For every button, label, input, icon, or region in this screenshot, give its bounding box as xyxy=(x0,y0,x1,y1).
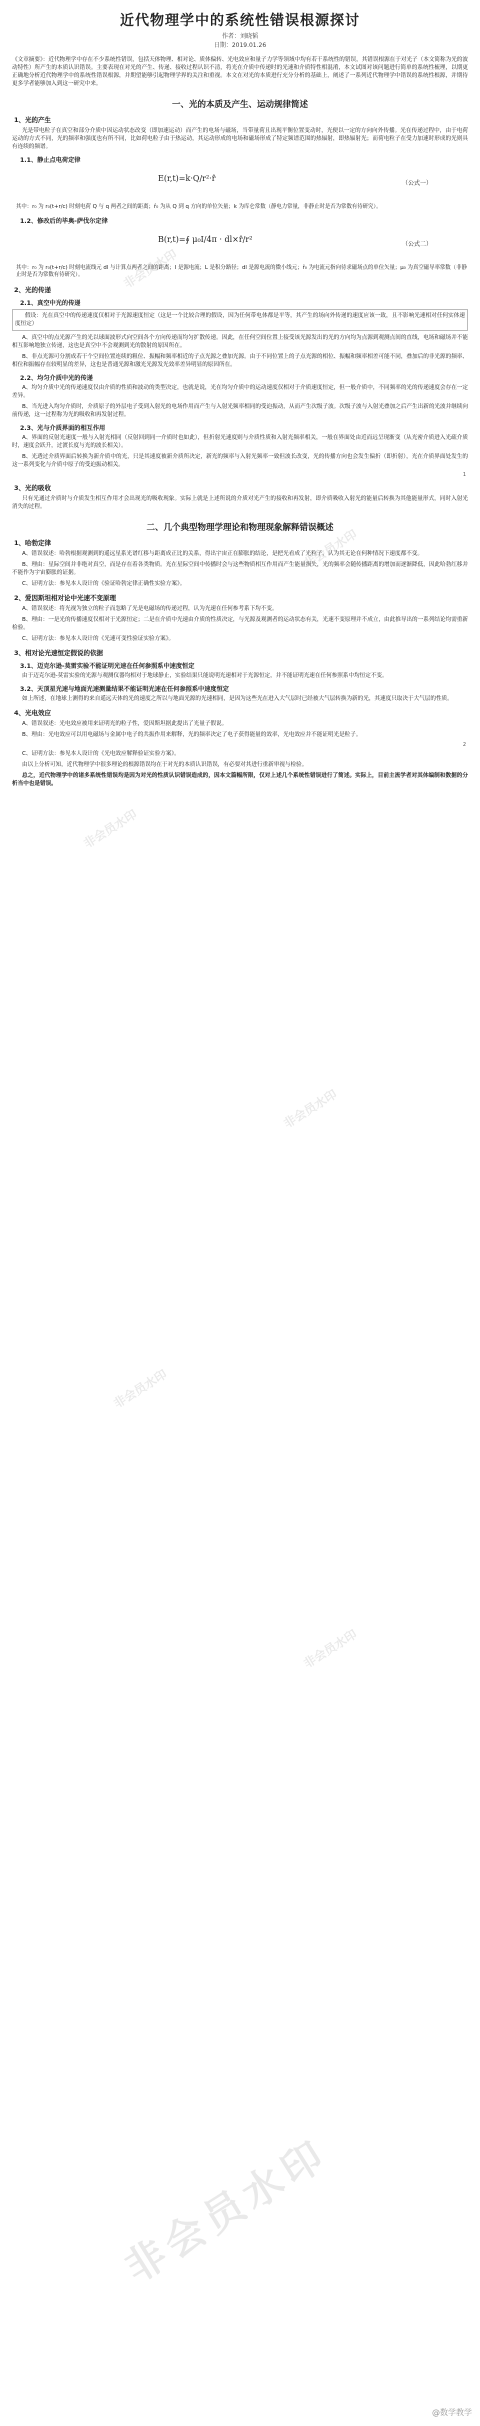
paragraph: B、当光进入均匀介质时，介质原子的外层电子受到入射光的电场作用而产生与入射光频率相同的受迫振动，从而产生次级子波。次级子波与入射光叠加之后产生出新的光波并继续向前传递，这一过程称为光的吸收和再发射过程。 xyxy=(12,403,468,418)
subsection-heading: 2、爱因斯坦相对论中光速不变原理 xyxy=(14,593,117,602)
paragraph: A、均匀介质中光的传递速度仅由介质的性质和波动的类型决定，也就是说，光在均匀介质中的运动速度仅相对于介质速度恒定，但一般介质中，不同频率的光的传递速度会存在一定差异。 xyxy=(12,384,468,399)
formula-number: （公式二） xyxy=(401,240,432,248)
highlight-paragraph: 假设：光在真空中的传递速度仅相对于光源速度恒定（这是一个比较合理的假设，因为任何带电体都是平等，其产生的场向外传递的速度应该一致，且不影响光速相对任何实体速度恒定） xyxy=(12,309,468,331)
paragraph: A、错误叙述：哈勃根据观测到的遥远星系光谱红移与距离成正比的关系，得出宇宙正在膨胀的结论，是把光看成了光粒子，认为其无论在何种情况下速度都不变。 xyxy=(22,550,423,557)
page-number: 1 xyxy=(462,471,466,478)
paragraph: 光是带电粒子在真空和部分介质中因运动状态改变（即加速运动）而产生的电场与磁场，当带量荷且出现平衡位置变动时，光便以一定的方向向外传播。光在传递过程中，由于电荷运动的方式不同，光的频率和强度也有所不同，比如荷电粒子由于热运动，其运动形成的电场和磁场形成了特定频谱范围的热辐射，即热辐射光；而荷电粒子在受力加速时形成的光则具有连续的频谱。 xyxy=(12,128,468,150)
author-line: 作者：刘晓韬 xyxy=(221,33,258,40)
subsection-heading: 2.2、均匀介质中光的传递 xyxy=(20,374,93,382)
watermark: 非会员水印 xyxy=(281,1087,340,1131)
paragraph: B、光透过介质界面后转换为新介质中的光，只是其速度被新介质所决定，新光的频率与入射光频率一致但波长改变，光的传播方向也会发生偏折（即折射），光在介质界面处发生的这一系列变化与介质中原子的受迫振动相关。 xyxy=(12,453,468,468)
subsection-heading: 3.1、迈克尔逊-莫雷实验不能证明光速在任何参照系中速度恒定 xyxy=(20,662,195,670)
paragraph: A、错误叙述：光电效应被用来证明光的粒子性，爱因斯坦据此提出了光量子假说。 xyxy=(22,720,228,727)
formula-note: 其中：r₀ 为 r₀(t+r/c) 时刻电荷 Q 与 q 两者之间的距离；r̂₀ 为从 Q 到 q 方向的单位矢量；k 为库仑常数（静电力常量，非静止时是否为常数有待研究）。 xyxy=(16,204,382,210)
paragraph: C、证明方法：参见本人设计的《光电效应解释验证实验方案》。 xyxy=(22,750,180,757)
subsection-heading: 1、哈勃定律 xyxy=(14,538,52,547)
page-number: 2 xyxy=(462,741,466,748)
paragraph: C、证明方法：参见本人设计的《光速可变性验证实验方案》。 xyxy=(22,635,175,642)
paragraph: A、界面的反射光速度一般与入射光相同（反射回到同一介质时也如此），但折射光速度则与介质性质和入射光频率相关，一般在界面处由近而远呈现渐变（从光密介质进入光疏介质时，速度会跃升，过渡长度与光的波长相关）。 xyxy=(12,434,468,449)
watermark-large: 非会员水印 xyxy=(117,2131,337,2292)
watermark: 非会员水印 xyxy=(301,527,360,571)
formula-coulomb xyxy=(8,168,472,200)
conclusion-paragraph: 总之，近代物理学中的诸多系统性错误均是因为对光的性质认识错误造成的，因本文篇幅所限，仅对上述几个系统性错误进行了简述。实际上，目前主流学者对其体编制和数据的分析当中也是错误。 xyxy=(12,772,468,787)
formula-expression: E(r,t)=k·Q/r²·r̂ xyxy=(158,174,216,183)
formula-note: 其中：r₀ 为 r₀(t+r/c) 时刻电流线元 dl 与计算点两者之间的距离；I 是源电流；L 是积分路径；dl 是源电流的微小线元；r̂₀ 为电流元指向待求磁场点的单位矢量；μ₀ 为真空磁导率常数（非静止时是否为常数有待研究）。 xyxy=(16,264,467,278)
paragraph: B、理由：一是光的传播速度仅相对于光源恒定；二是在介质中光速由介质的性质决定，与光源及观测者的运动状态有关，光速不变原理并不成立，由此推导出的一系列结论均需重新检验。 xyxy=(12,616,468,631)
paragraph: A、真空中的点光源产生的光以球面波形式向空间各个方向传递而均匀扩散传递。因此，在任何空间位置上接受该光源发出的光的方向均为点源到观测点间的直线，电场和磁场并不能相互影响地独立传递，这也是真空中不会观测到光的散射的原因所在。 xyxy=(12,334,468,349)
paragraph: 由于迈克尔逊-莫雷实验的光源与观测仪器均相对于地球静止，实验结果只能说明光速相对于光源恒定，并不能证明光速在任何参照系中均恒定不变。 xyxy=(22,672,388,679)
subsection-heading: 3、光的吸收 xyxy=(14,483,52,492)
paragraph: 只有光通过介质时与介质发生相互作用才会出现光的吸收现象。实际上就是上述所说的介质对光产生的接收和再发射，即介质吸收入射光的能量后转换为其他能量形式，同时入射光消失的过程。 xyxy=(12,495,468,510)
paragraph: 由以上分析可知，近代物理学中很多理论的根源错误均在于对光的本质认识错误，有必要对其进行重新审视与检验。 xyxy=(22,761,308,768)
subsection-heading: 1、光的产生 xyxy=(14,116,52,124)
paragraph: C、证明方法：参见本人设计的《验证哈勃定律正确性实验方案》。 xyxy=(22,580,186,587)
subsection-heading: 3.2、天顶星光速与地面光速测量结果不能证明光速在任何参照系中速度恒定 xyxy=(20,685,229,693)
watermark: 非会员水印 xyxy=(111,1367,170,1411)
paragraph: B、非点光源可分割成若干个空间位置连续的粗位、振幅和频率相近的子点光源之叠加光源。由于不同位置上的子点光源的相位、振幅和频率相差可能不同，叠加后的非光源的频率、相位和振幅存在较明显的差异，这也是普通光源和激光光源发光效率差异明显的原因所在。 xyxy=(12,353,468,368)
paragraph: A、错误叙述：将光视为独立的粒子而忽略了光是电磁场的传递过程，认为光速在任何参考系下均不变。 xyxy=(22,605,278,612)
formula-biot-savart xyxy=(8,229,472,261)
paragraph: B、理由：光电效应可以用电磁场与金属中电子的共振作用来解释，光的频率决定了电子获得能量的效率，光电效应并不能证明光是粒子。 xyxy=(22,731,362,738)
formula-number: （公式一） xyxy=(401,180,432,187)
subsection-heading: 1.2、修改后的毕奥-萨伐尔定律 xyxy=(20,217,108,225)
abstract: 《文章摘要》：近代物理学中存在不少系统性错误，包括天体物理、相对论、质体偏转、光电效应和量子力学等领域中均有若干系统性的错误，其错误根源在于对光子（本文简称为光的波动特性）所产生的本质认识错误。主要表现在对光的产生、传递、接收过程认识不清，将光在介质中传递时的光速和介质特性相混淆，本文试图对该问题进行简单的系统性梳理，以期更正确地分析近代物理学中的系统性错误根源，并期望能够引起物理学界的关注和重视。本文在对光的本质进行充分分析的基础上，阐述了一系列近代物理学中错误的系统性根源，并期待更多学者能够加入到这一研究中来。 xyxy=(12,57,468,87)
subsection-heading: 3、相对论光速恒定假说的依据 xyxy=(14,648,104,657)
watermark: 非会员水印 xyxy=(121,247,180,291)
subsection-heading: 1.1、静止点电荷定律 xyxy=(20,157,81,164)
subsection-heading: 2.3、光与介质界面的相互作用 xyxy=(20,424,106,432)
watermark: 非会员水印 xyxy=(81,807,140,851)
subsection-heading: 4、光电效应 xyxy=(14,708,52,717)
section-heading: 一、光的本质及产生、运动规律简述 xyxy=(171,100,308,110)
subsection-heading: 2.1、真空中光的传递 xyxy=(20,299,81,307)
date-line: 日期：2019.01.26 xyxy=(213,42,267,49)
subsection-heading: 2、光的传递 xyxy=(14,285,52,294)
watermark: 非会员水印 xyxy=(301,1627,360,1671)
document-page xyxy=(8,6,472,791)
section-heading: 二、几个典型物理学理论和物理现象解释错误概述 xyxy=(146,522,334,533)
corner-watermark: @数学教学 xyxy=(432,2408,472,2417)
paragraph: B、理由：星际空间并非绝对真空，而是存在着各类物质。光在星际空间中传播时会与这些物质相互作用而产生能量损失，光的频率会随传播距离的增加而逐渐降低，因此哈勃红移并不能作为宇宙膨胀的证据。 xyxy=(12,561,468,576)
paragraph: 如上所述，在地球上测得的来自遥远天体的光的速度之所以与地面光源的光速相同，是因为这些光在进入大气层时已经被大气层转换为新的光，其速度只取决于大气层的性质。 xyxy=(22,695,453,702)
formula-expression: B(r,t)=∮ μ₀I/4π · dl×r̂/r² xyxy=(158,234,253,244)
document-title: 近代物理学中的系统性错误根源探讨 xyxy=(120,13,360,29)
